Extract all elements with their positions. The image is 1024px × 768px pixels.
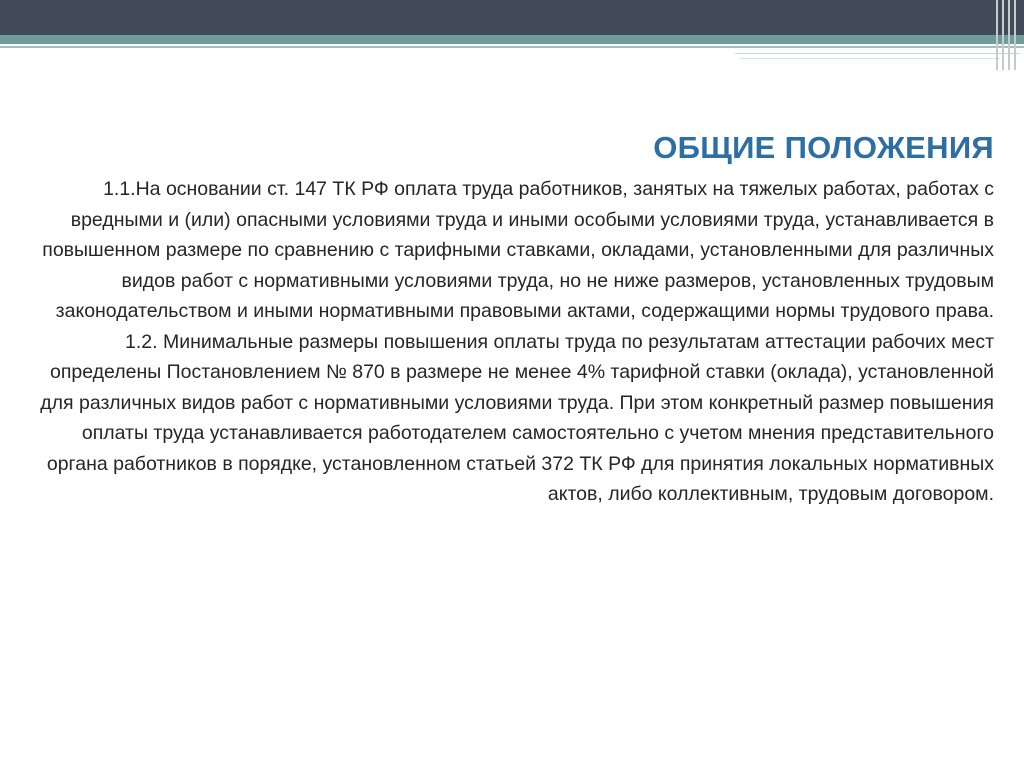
stripe bbox=[1008, 0, 1010, 70]
header-teal-bar bbox=[0, 35, 1024, 44]
header-teal-line bbox=[0, 46, 1024, 48]
slide-title: ОБЩИЕ ПОЛОЖЕНИЯ bbox=[653, 130, 994, 165]
stripe bbox=[996, 0, 998, 70]
slide-content bbox=[40, 126, 994, 510]
paragraph-1-1: 1.1.На основании ст. 147 ТК РФ оплата труда работников, занятых на тяжелых работах, работах с вредными и (или) опасными условиями труда и иными особыми условиями труда, устанавливается в повышенном размере по сравнению с тарифными ставками, окладами, установленными для различных видов работ с нормативными условиями труда, но не ниже размеров, установленных трудовым законодательством и иными нормативными правовыми актами, содержащими нормы трудового права. bbox=[42, 178, 994, 322]
decorative-line bbox=[735, 53, 1020, 54]
header-dark-bar bbox=[0, 0, 1024, 35]
stripe bbox=[1002, 0, 1004, 70]
paragraph-1-2: 1.2. Минимальные размеры повышения оплаты труда по результатам аттестации рабочих мест определены Постановлением № 870 в размере не менее 4% тарифной ставки (оклада), установленной для различных видов работ с нормативными условиями труда. При этом конкретный размер повышения оплаты труда устанавливается работодателем самостоятельно с учетом мнения представительного органа работников в порядке, установленном статьей 372 ТК РФ для принятия локальных нормативных актов, либо коллективным, трудовым договором. bbox=[40, 330, 994, 505]
stripe bbox=[1014, 0, 1016, 70]
decorative-line bbox=[740, 58, 1000, 59]
decorative-stripes bbox=[994, 0, 1024, 70]
